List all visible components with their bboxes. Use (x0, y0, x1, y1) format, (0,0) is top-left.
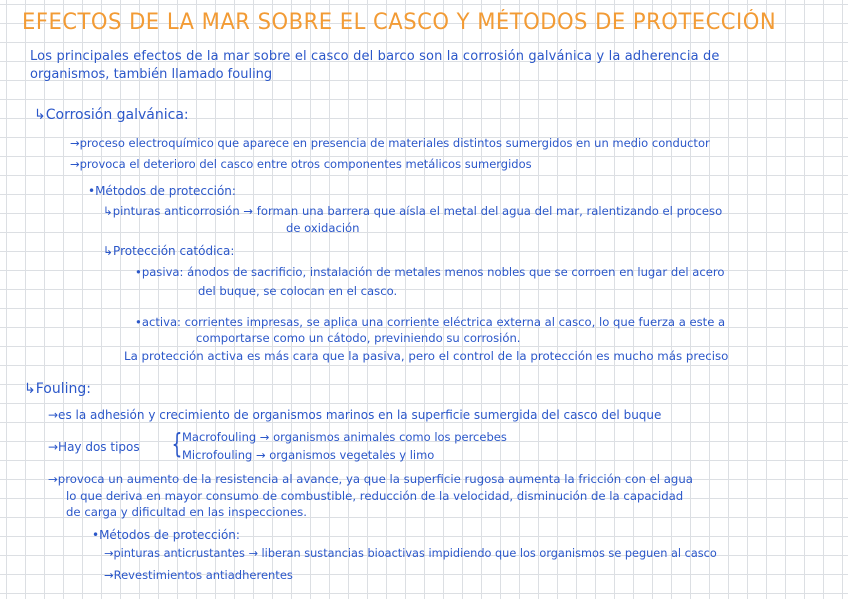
fouling-methods-heading: •Métodos de protección: (92, 528, 240, 542)
intro-line-1: Los principales efectos de la mar sobre el casco del barco son la corrosión galvánica y la adherencia de (30, 49, 720, 64)
fouling-types-label: →Hay dos tipos (48, 440, 140, 454)
corrosion-point-2: →provoca el deterioro del casco entre otros componentes metálicos sumergidos (70, 157, 532, 171)
activa-line-2: comportarse como un cátodo, previniendo su corrosión. (196, 331, 521, 345)
pasiva-line-1: •pasiva: ánodos de sacrificio, instalación de metales menos nobles que se corroen en lugar del acero (135, 265, 725, 279)
fouling-effect-line-3: de carga y dificultad en las inspecciones. (66, 505, 307, 519)
pasiva-line-2: del buque, se colocan en el casco. (198, 284, 398, 298)
fouling-method-2: →Revestimientos antiadherentes (104, 568, 293, 582)
fouling-macro: Macrofouling → organismos animales como los percebes (182, 430, 507, 444)
fouling-micro: Microfouling → organismos vegetales y limo (182, 448, 435, 462)
corrosion-point-1: →proceso electroquímico que aparece en presencia de materiales distintos sumergidos en un medio conductor (70, 136, 710, 150)
page-title: EFECTOS DE LA MAR SOBRE EL CASCO Y MÉTODOS DE PROTECCIÓN (22, 10, 777, 35)
types-brace: { (171, 427, 183, 460)
comparison-note: La protección activa es más cara que la pasiva, pero el control de la protección es mucho más preciso (124, 349, 729, 363)
intro-line-2: organismos, también llamado fouling (30, 67, 273, 82)
fouling-effect-line-1: →provoca un aumento de la resistencia al avance, ya que la superficie rugosa aumenta la fricción con el agua (48, 472, 693, 486)
activa-line-1: •activa: corrientes impresas, se aplica una corriente eléctrica externa al casco, lo que fuerza a este a (135, 315, 726, 329)
catodica-heading: ↳Protección catódica: (103, 244, 235, 258)
fouling-heading: ↳Fouling: (24, 381, 91, 397)
fouling-effect-line-2: lo que deriva en mayor consumo de combustible, reducción de la velocidad, disminución de la capacidad (66, 489, 684, 503)
corrosion-heading: ↳Corrosión galvánica: (34, 107, 189, 123)
fouling-method-1: →pinturas anticrustantes → liberan sustancias bioactivas impidiendo que los organismos se peguen al casco (104, 547, 717, 560)
pinturas-line-1: ↳pinturas anticorrosión → forman una barrera que aísla el metal del agua del mar, ralentizando el proceso (103, 204, 723, 218)
corrosion-methods-heading: •Métodos de protección: (88, 184, 236, 198)
fouling-definition: →es la adhesión y crecimiento de organismos marinos en la superficie sumergida del casco del buque (48, 408, 662, 422)
pinturas-line-2: de oxidación (286, 221, 360, 235)
